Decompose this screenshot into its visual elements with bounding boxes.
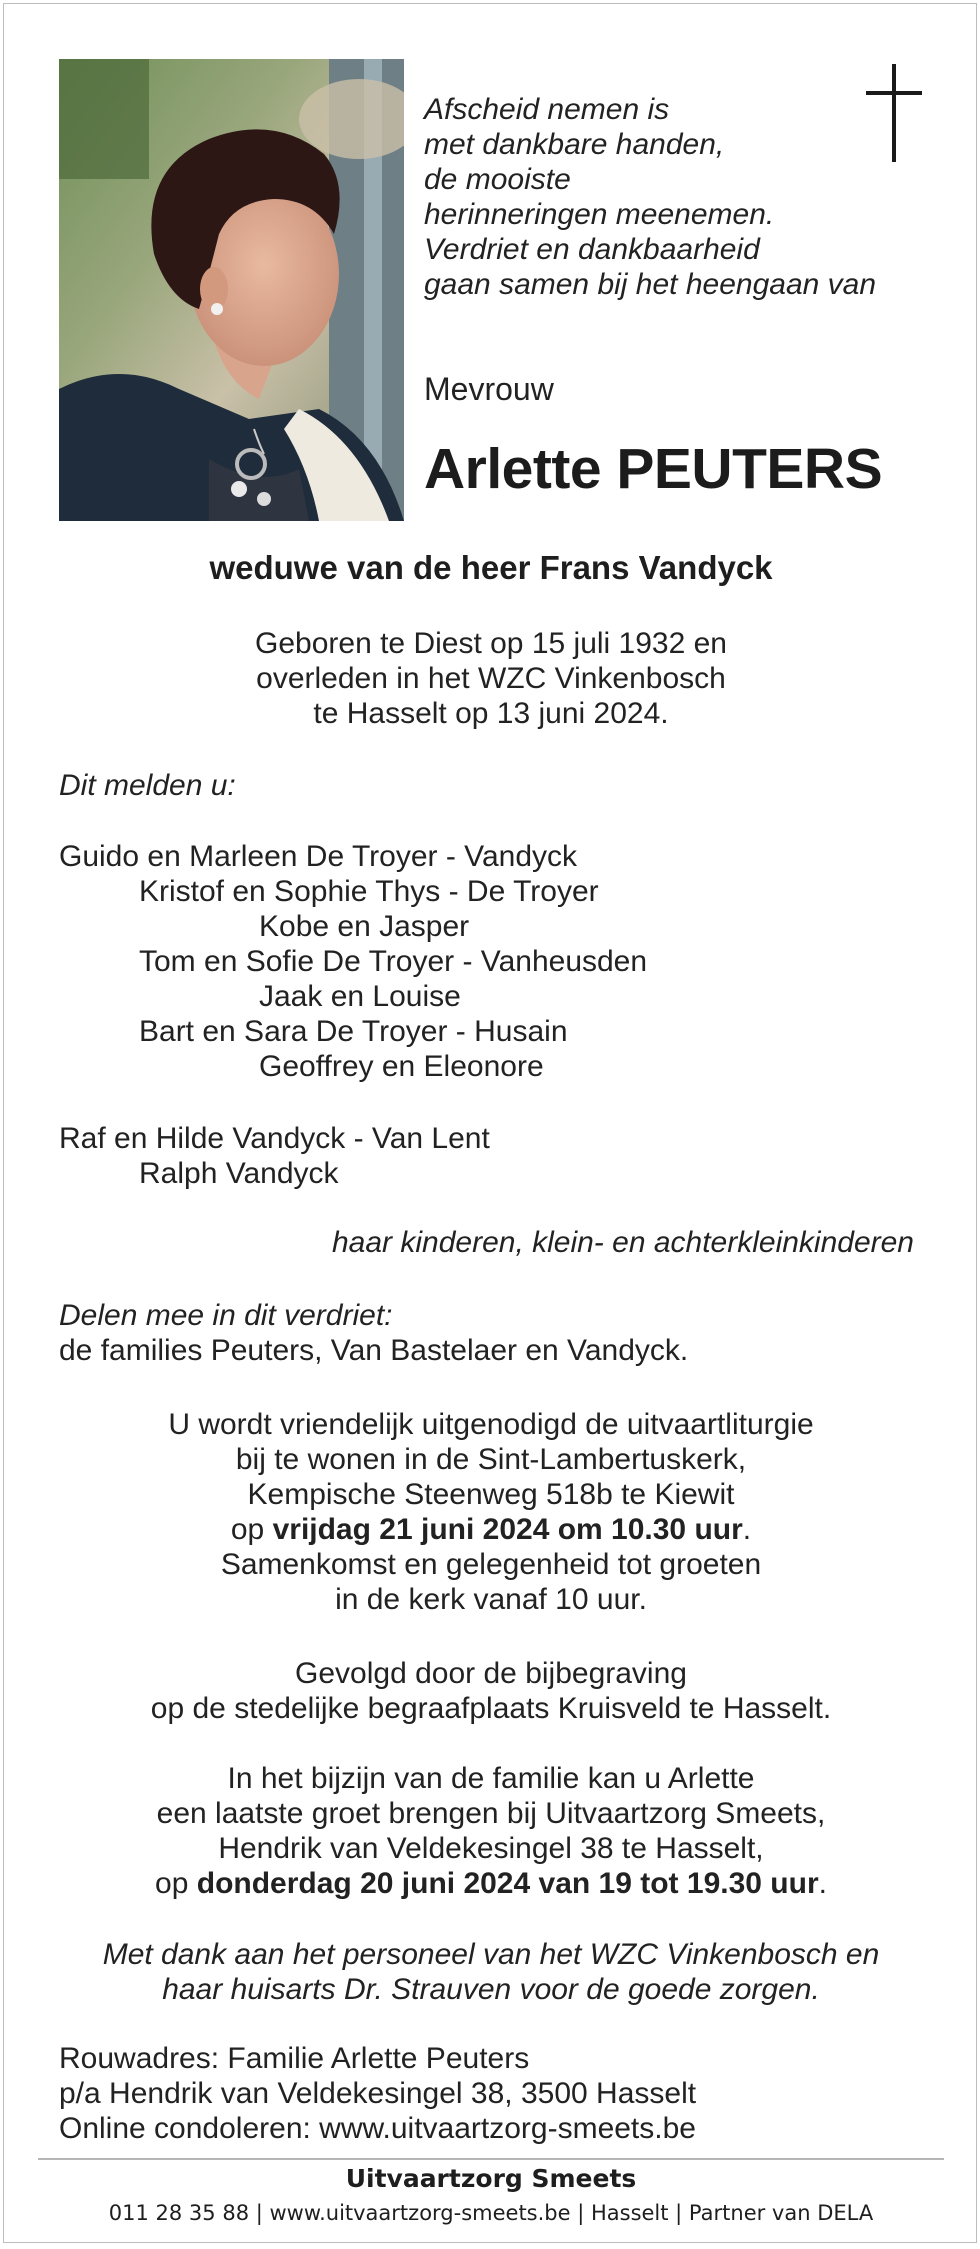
condolence-link[interactable]: Online condoleren: www.uitvaartzorg-smeets.be bbox=[59, 2112, 696, 2145]
share-label: Delen mee in dit verdriet: bbox=[59, 1299, 393, 1332]
visit-date: donderdag 20 juni 2024 van 19 tot 19.30 uur bbox=[196, 1867, 819, 1900]
family-line: Tom en Sofie De Troyer - Vanheusden bbox=[139, 945, 648, 978]
text-line: Rouwadres: Familie Arlette Peuters bbox=[59, 2042, 530, 2075]
family-group-1 bbox=[59, 839, 647, 1084]
poem-line: gaan samen bij het heengaan van bbox=[424, 268, 877, 301]
family-line: Jaak en Louise bbox=[259, 980, 461, 1013]
cross-icon bbox=[866, 64, 922, 164]
burial-info bbox=[4, 1656, 978, 1726]
poem-line: met dankbare handen, bbox=[424, 128, 725, 161]
text-line: Met dank aan het personeel van het WZC Vinkenbosch en bbox=[102, 1938, 880, 1971]
text-line: bij te wonen in de Sint-Lambertuskerk, bbox=[235, 1443, 747, 1476]
service-date-line bbox=[4, 1512, 978, 1547]
poem-line: Afscheid nemen is bbox=[424, 93, 670, 126]
family-line: Geoffrey en Eleonore bbox=[259, 1050, 544, 1083]
text-fragment: . bbox=[742, 1513, 752, 1546]
text-line: U wordt vriendelijk uitgenodigd de uitvaartliturgie bbox=[168, 1408, 814, 1441]
poem-line: herinneringen meenemen. bbox=[424, 198, 775, 231]
widow-line: weduwe van de heer Frans Vandyck bbox=[209, 549, 773, 586]
footer-divider bbox=[38, 2158, 944, 2160]
family-line: Bart en Sara De Troyer - Husain bbox=[139, 1015, 568, 1048]
family-line: Kristof en Sophie Thys - De Troyer bbox=[139, 875, 599, 908]
text-line: een laatste groet brengen bij Uitvaartzorg Smeets, bbox=[156, 1797, 826, 1830]
portrait-photo bbox=[59, 59, 404, 521]
family-line: Guido en Marleen De Troyer - Vandyck bbox=[59, 840, 578, 873]
footer-contact: 011 28 35 88 | www.uitvaartzorg-smeets.be | Hasselt | Partner van DELA bbox=[108, 2201, 874, 2225]
family-line: Kobe en Jasper bbox=[259, 910, 470, 943]
text-fragment: . bbox=[818, 1867, 827, 1900]
family-line: Ralph Vandyck bbox=[139, 1157, 339, 1190]
relation-line: haar kinderen, klein- en achterkleinkinderen bbox=[331, 1226, 914, 1259]
visit-info bbox=[4, 1761, 978, 1901]
text-line: haar huisarts Dr. Strauven voor de goede zorgen. bbox=[162, 1973, 820, 2006]
share-families: de families Peuters, Van Bastelaer en Vandyck. bbox=[59, 1334, 689, 1367]
service-date: vrijdag 21 juni 2024 om 10.30 uur bbox=[272, 1513, 743, 1546]
family-group-2 bbox=[59, 1121, 490, 1191]
obituary-card bbox=[3, 3, 977, 2243]
birth-death-info bbox=[4, 626, 978, 731]
text-line: Kempische Steenweg 518b te Kiewit bbox=[247, 1478, 735, 1511]
text-line: Geboren te Diest op 15 juli 1932 en bbox=[255, 627, 727, 660]
text-fragment: op bbox=[230, 1513, 273, 1546]
poem-line: de mooiste bbox=[424, 163, 571, 196]
text-fragment: op bbox=[155, 1867, 197, 1900]
text-line: p/a Hendrik van Veldekesingel 38, 3500 Hasselt bbox=[59, 2077, 697, 2110]
poem-line: Verdriet en dankbaarheid bbox=[424, 233, 760, 266]
text-line: in de kerk vanaf 10 uur. bbox=[335, 1583, 647, 1616]
visit-date-line bbox=[4, 1866, 978, 1901]
thanks-note bbox=[4, 1937, 978, 2007]
deceased-name: Arlette PEUTERS bbox=[424, 437, 883, 501]
text-line: Gevolgd door de bijbegraving bbox=[295, 1657, 687, 1690]
family-line: Raf en Hilde Vandyck - Van Lent bbox=[59, 1122, 490, 1155]
announce-label: Dit melden u: bbox=[59, 769, 236, 802]
text-line: In het bijzijn van de familie kan u Arlette bbox=[227, 1762, 755, 1795]
salutation: Mevrouw bbox=[424, 371, 554, 407]
share-block bbox=[59, 1298, 688, 1368]
text-line: overleden in het WZC Vinkenbosch bbox=[256, 662, 726, 695]
footer-title: Uitvaartzorg Smeets bbox=[345, 2164, 637, 2193]
mourning-address bbox=[59, 2041, 696, 2146]
service-info bbox=[4, 1407, 978, 1617]
text-line: Hendrik van Veldekesingel 38 te Hasselt, bbox=[218, 1832, 764, 1865]
text-line: op de stedelijke begraafplaats Kruisveld te Hasselt. bbox=[150, 1692, 832, 1725]
text-line: Samenkomst en gelegenheid tot groeten bbox=[220, 1548, 762, 1581]
text-line: te Hasselt op 13 juni 2024. bbox=[313, 697, 669, 730]
